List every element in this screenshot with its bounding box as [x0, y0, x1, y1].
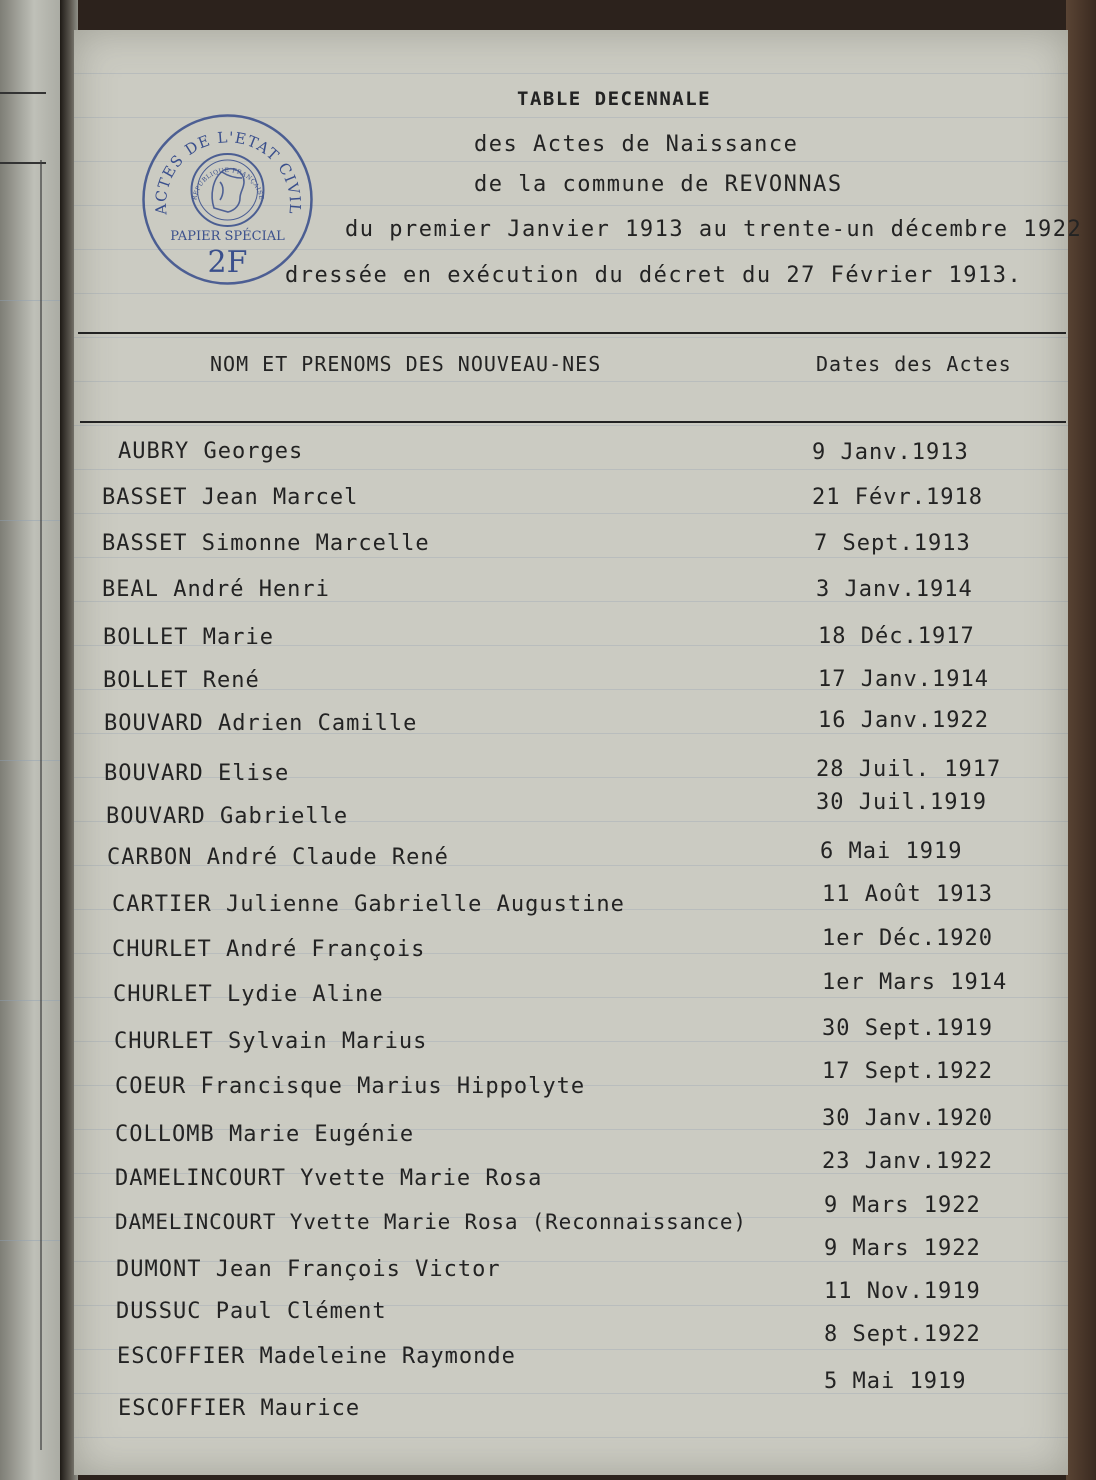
entry-name: BASSET Jean Marcel: [102, 485, 359, 510]
entry-name: ESCOFFIER Maurice: [118, 1396, 361, 1421]
entry-date: 17 Sept.1922: [822, 1059, 993, 1084]
entry-name: BOUVARD Gabrielle: [106, 804, 349, 829]
entry-name: DUMONT Jean François Victor: [116, 1257, 501, 1282]
header-line-period: du premier Janvier 1913 au trente-un décembre 1922: [345, 217, 1083, 242]
entry-name: BOLLET René: [103, 668, 260, 693]
entry-name: AUBRY Georges: [118, 439, 304, 464]
entry-date: 17 Janv.1914: [818, 667, 989, 692]
entry-date: 1er Mars 1914: [822, 970, 1008, 995]
entry-name: CARBON André Claude René: [107, 845, 449, 870]
entry-name: CHURLET Sylvain Marius: [114, 1029, 428, 1054]
entry-name: BOUVARD Adrien Camille: [104, 711, 418, 736]
entry-date: 1er Déc.1920: [822, 926, 993, 951]
entry-name: CARTIER Julienne Gabrielle Augustine: [112, 892, 625, 917]
entry-date: 11 Nov.1919: [824, 1279, 981, 1304]
entry-date: 7 Sept.1913: [814, 531, 971, 556]
stamp-price: 2F: [207, 245, 248, 280]
entry-date: 16 Janv.1922: [818, 708, 989, 733]
entry-name: DUSSUC Paul Clément: [116, 1299, 387, 1324]
header-line-commune: de la commune de REVONNAS: [474, 172, 843, 197]
entry-name: DAMELINCOURT Yvette Marie Rosa (Reconnaissance): [115, 1210, 747, 1234]
entry-date: 21 Févr.1918: [812, 485, 983, 510]
entry-name: COLLOMB Marie Eugénie: [115, 1122, 415, 1147]
stamp-label: PAPIER SPÉCIAL: [170, 229, 285, 244]
header-line-acts: des Actes de Naissance: [474, 132, 799, 157]
entry-date: 9 Janv.1913: [812, 440, 969, 465]
entry-name: ESCOFFIER Madeleine Raymonde: [117, 1344, 516, 1369]
header-title: TABLE DECENNALE: [517, 88, 712, 110]
column-header-names: NOM ET PRENOMS DES NOUVEAU-NES: [210, 352, 602, 376]
table-top-rule: [78, 332, 1066, 334]
entry-name: BASSET Simonne Marcelle: [102, 531, 430, 556]
stamp-inner-text: REPUBLIQUE FRANÇAISE: [191, 166, 265, 201]
left-page-edge: [0, 0, 62, 1480]
table-header-rule: [80, 421, 1066, 423]
entry-name: BOUVARD Elise: [104, 761, 290, 786]
entry-date: 5 Mai 1919: [824, 1369, 967, 1394]
stamp-ring-text: ACTES DE L'ETAT CIVIL: [151, 128, 305, 216]
fiscal-stamp: [140, 112, 315, 287]
entry-date: 11 Août 1913: [822, 882, 993, 907]
entry-name: COEUR Francisque Marius Hippolyte: [115, 1074, 586, 1099]
entry-date: 18 Déc.1917: [818, 624, 975, 649]
entry-name: CHURLET André François: [112, 937, 426, 962]
svg-text:REPUBLIQUE FRANÇAISE: [191, 167, 265, 201]
entry-date: 8 Sept.1922: [824, 1322, 981, 1347]
header-line-decree: dressée en exécution du décret du 27 Février 1913.: [285, 263, 1023, 288]
entry-date: 9 Mars 1922: [824, 1193, 981, 1218]
entry-date: 30 Juil.1919: [816, 790, 987, 815]
entry-date: 28 Juil. 1917: [816, 757, 1002, 782]
column-header-dates: Dates des Actes: [816, 352, 1012, 376]
entry-date: 30 Janv.1920: [822, 1106, 993, 1131]
entry-date: 3 Janv.1914: [816, 577, 973, 602]
entry-name: BOLLET Marie: [103, 625, 274, 650]
entry-name: CHURLET Lydie Aline: [113, 982, 384, 1007]
entry-date: 9 Mars 1922: [824, 1236, 981, 1261]
entry-name: DAMELINCOURT Yvette Marie Rosa: [115, 1166, 543, 1191]
entry-name: BEAL André Henri: [102, 577, 330, 602]
entry-date: 23 Janv.1922: [822, 1149, 993, 1174]
entry-date: 30 Sept.1919: [822, 1016, 993, 1041]
entry-date: 6 Mai 1919: [820, 839, 963, 864]
